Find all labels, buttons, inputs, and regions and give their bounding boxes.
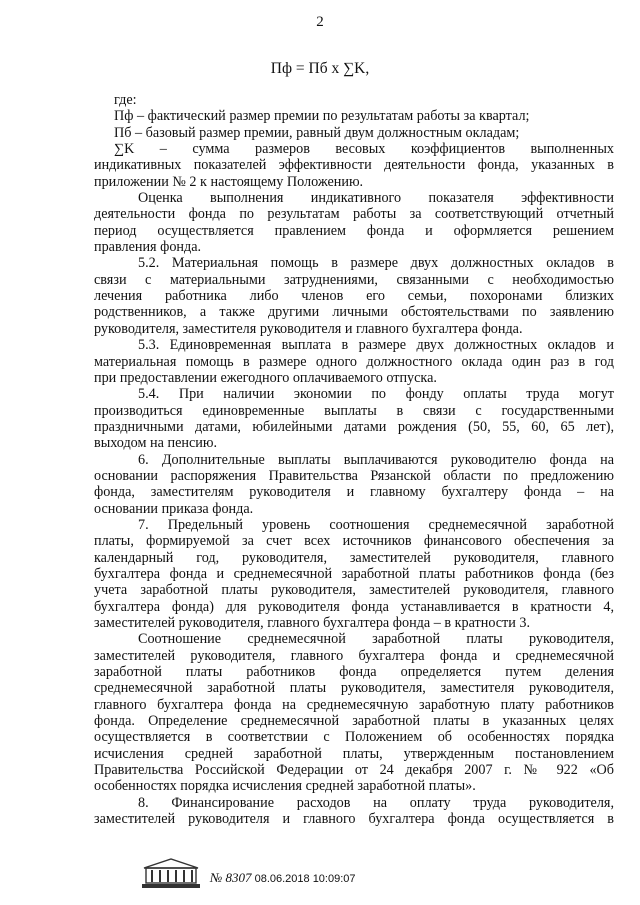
text-line: заместителей руководителя, главного бухгалтера фонда и среднемесячной (94, 647, 614, 664)
text-line: Пб – базовый размер премии, равный двум должностным окладам; (114, 124, 520, 141)
text-line: основании распоряжения Правительства Рязанской области по предложению (94, 467, 614, 484)
text-line: бухгалтера фонда и среднемесячной заработной платы работников фонда (без (94, 565, 614, 582)
text-line: 8. Финансирование расходов на оплату труда руководителя, (138, 794, 614, 811)
text-line: деятельности фонда по результатам работы за соответствующий отчетный (94, 206, 614, 223)
registration-number: № 8307 (210, 870, 252, 885)
text-line: платы, формируемой за счет всех источников финансового обеспечения за (94, 533, 614, 550)
text-line: приложении № 2 к настоящему Положению. (94, 173, 364, 190)
document-body (94, 92, 614, 827)
text-line: индикативных показателей эффективности деятельности фонда, указанных в (94, 157, 614, 174)
government-building-stamp-icon (140, 856, 202, 890)
text-line: календарный год, руководителя, заместителей руководителя, главного (94, 549, 614, 566)
text-line: 5.3. Единовременная выплата в размере двух должностных окладов и (138, 337, 614, 354)
text-line: родственников, а также другими личными обстоятельствами по заявлению (94, 304, 614, 321)
text-line: где: (114, 92, 137, 108)
text-line: лечения работника либо членов его семьи, похоронами близких (94, 288, 614, 305)
text-line: период осуществляется правлением фонда и оформляется решением (94, 222, 614, 239)
text-line: исчисления средней заработной платы, утвержденным постановлением (94, 745, 614, 762)
text-line: связи с материальными затруднениями, связанными с необходимостью (94, 271, 614, 288)
text-line: осуществляется в соответствии с Положением об особенностях порядка (94, 729, 614, 746)
text-line: фонда, заместителям руководителя и главному бухгалтеру фонда – на (94, 484, 614, 501)
text-line: Оценка выполнения индикативного показателя эффективности (138, 190, 614, 207)
text-line: 6. Дополнительные выплаты выплачиваются руководителю фонда на (138, 451, 614, 468)
registration-stamp (210, 870, 356, 886)
text-line: материальная помощь в размере одного должностного оклада один раз в год (94, 353, 614, 370)
text-line: учета заработной платы руководителя, заместителей руководителя, главного (94, 582, 614, 599)
text-line: 5.2. Материальная помощь в размере двух должностных окладов в (138, 255, 614, 272)
text-line: особенностях порядка исчисления средней заработной платы». (94, 778, 476, 795)
text-line: фонда. Определение среднемесячной заработной платы в указанных целях (94, 713, 614, 730)
text-line: заместителей руководителя и главного бухгалтера фонда осуществляется в (94, 811, 614, 828)
text-line: среднемесячной заработной платы руководителя, заместителя руководителя, (94, 680, 614, 697)
text-line: заместителей руководителя, главного бухгалтера фонда – в кратности 3. (94, 615, 531, 631)
text-line: праздничными датами, юбилейными датами рождения (50, 55, 60, 65 лет), (94, 418, 614, 435)
text-line: 7. Предельный уровень соотношения среднемесячной заработной (138, 516, 614, 533)
text-line: Соотношение среднемесячной заработной платы руководителя, (138, 631, 614, 648)
text-line: бухгалтера фонда) для руководителя фонда устанавливается в кратности 4, (94, 598, 614, 615)
text-line: 5.4. При наличии экономии по фонду оплаты труда могут (138, 386, 614, 403)
text-line: основании приказа фонда. (94, 500, 254, 517)
text-line: правления фонда. (94, 239, 202, 256)
text-line: выходом на пенсию. (94, 435, 217, 452)
premium-formula: Пф = Пб x ∑K, (270, 60, 370, 77)
text-line: Правительства Российской Федерации от 24 декабря 2007 г. № 922 «Об (94, 762, 614, 779)
text-line: при предоставлении ежегодного оплачиваемого отпуска. (94, 369, 437, 386)
text-line: производиться единовременные выплаты в связи с государственными (94, 402, 614, 419)
registration-datetime: 08.06.2018 10:09:07 (254, 873, 356, 885)
text-line: ∑K – сумма размеров весовых коэффициентов выполненных (114, 141, 614, 158)
text-line: заработной платы работников фонда определяется путем деления (94, 664, 614, 681)
text-line: главного бухгалтера фонда на среднемесячную заработную плату работников (94, 696, 614, 713)
text-line: руководителя, заместителя руководителя и главного бухгалтера фонда. (94, 320, 523, 337)
text-line: Пф – фактический размер премии по результатам работы за квартал; (114, 108, 530, 125)
page-number: 2 (316, 14, 324, 30)
